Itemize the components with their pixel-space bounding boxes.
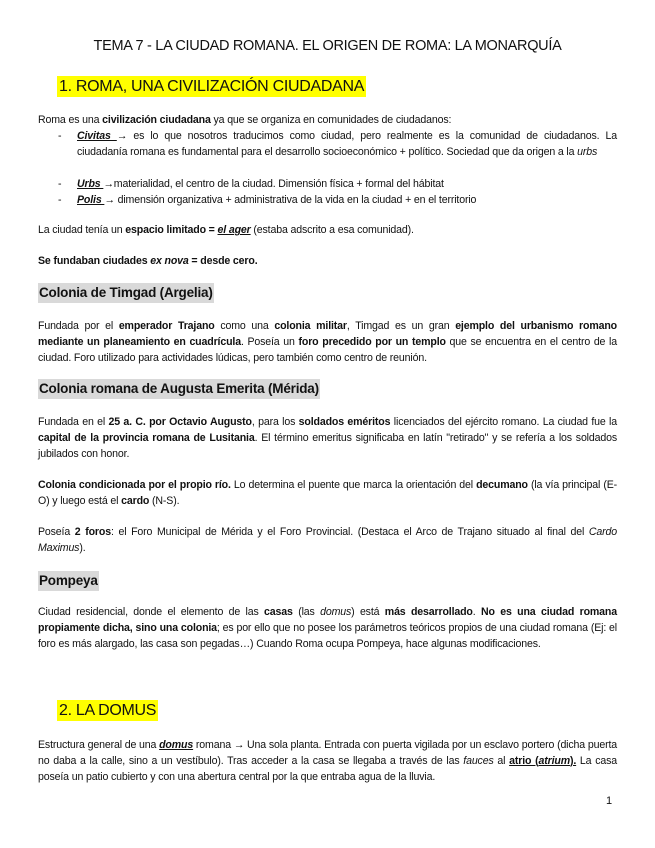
merida-paragraph-1: Fundada en el 25 a. C. por Octavio Augusto, para los soldados eméritos licenciados del ejército romano. La ciudad fue la capital de la provincia romana de Lusitania. El término emeritus significaba en latín "retirado" y se refería a los soldados jubilados con honor. [38,416,618,460]
subheading-merida: Colonia romana de Augusta Emerita (Mérida) [38,379,320,399]
bullet-civitas: Civitas → es lo que nosotros traducimos como ciudad, pero realmente es la comunidad de ciudadanos. La ciudadanía romana es fundamental para el desarrollo socioeconómico + político. Sociedad que da origen a la urbs [77,130,618,158]
domus-paragraph: Estructura general de una domus romana → Una sola planta. Entrada con puerta vigilada por un esclavo portero (dicha puerta no daba a la calle, sino a un vestíbulo). Tras acceder a la casa se llegaba a través de las fauces al atrio (atrium). La casa poseía un patio cubierto y con una abertura central por la que entraba agua de la lluvia. [38,739,617,783]
merida-paragraph-2: Colonia condicionada por el propio río. Lo determina el puente que marca la orientación del decumano (la vía principal (E-O) y luego está el cardo (N-S). [38,479,618,507]
bullet-urbs: Urbs →materialidad, el centro de la ciudad. Dimensión física + formal del hábitat [77,178,444,190]
bullet-marker: - [58,130,62,142]
merida-paragraph-3: Poseía 2 foros: el Foro Municipal de Mérida y el Foro Provincial. (Destaca el Arco de Trajano situado al final del Cardo Maximus). [38,526,618,554]
bullet-marker: - [58,178,62,190]
document-title: TEMA 7 - LA CIUDAD ROMANA. EL ORIGEN DE ROMA: LA MONARQUÍA [93,38,562,54]
pompeya-paragraph: Ciudad residencial, donde el elemento de las casas (las domus) está más desarrollado. No es una ciudad romana propiamente dicha, sino una colonia; es por ello que no posee los parámetros teóricos propios de una ciudad romana (Ej: el foro es más alargado, las casa son pegadas…) Cuando Roma ocupa Pompeya, hace algunas modificaciones. [38,606,617,650]
timgad-paragraph: Fundada por el emperador Trajano como una colonia militar, Timgad es un gran ejemplo del urbanismo romano mediante un planeamiento en cuadrícula. Poseía un foro precedido por un templo que se encuentra en el centro de la ciudad. Foro utilizado para actividades lúdicas, pero también como centro de reunión. [38,320,617,364]
subheading-timgad: Colonia de Timgad (Argelia) [38,283,214,303]
intro-paragraph: Roma es una civilización ciudadana ya que se organiza en comunidades de ciudadanos: [38,114,452,126]
bullet-polis: Polis → dimensión organizativa + administrativa de la vida en la ciudad + en el territorio [77,194,477,206]
section-heading-1: 1. ROMA, UNA CIVILIZACIÓN CIUDADANA [59,78,365,95]
ager-paragraph: La ciudad tenía un espacio limitado = el ager (estaba adscrito a esa comunidad). [38,224,414,236]
ex-nova-paragraph: Se fundaban ciudades ex nova = desde cero. [38,255,258,267]
bullet-marker: - [58,194,62,206]
section-heading-2: 2. LA DOMUS [59,702,157,719]
page-number: 1 [606,795,613,807]
subheading-pompeya: Pompeya [38,571,99,591]
